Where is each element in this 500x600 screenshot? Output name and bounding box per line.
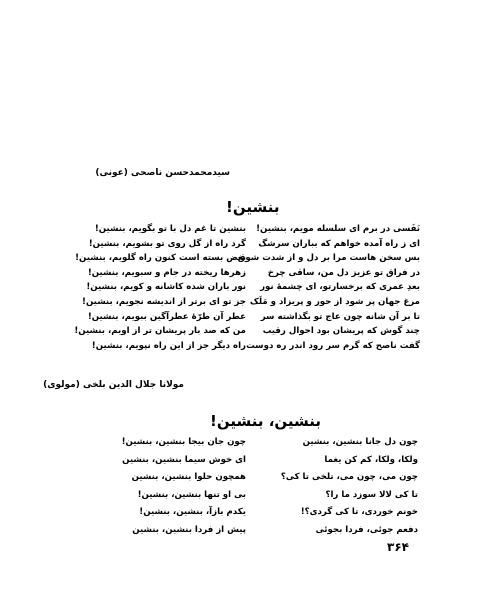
poem1-right-line: بعدِ عمری که برخسارتو، ای چشمهٔ نور: [260, 282, 420, 293]
poem1-title: بنشین!: [226, 198, 280, 216]
poem1-left-line: راه دیگر جز از این راه نپویم، بنشین!: [91, 340, 246, 351]
poem2-left-line: پیش از فردا بنشین، بنشین: [132, 524, 246, 535]
poem2-left-line: ای خوش سیما بنشین، بنشین: [122, 454, 246, 465]
poem2-right-line: تا کی لالا سوزد ما را؟: [325, 489, 418, 500]
page-number: ۳۶۴: [387, 540, 409, 554]
poem1-right-line: گفت ناصح که گرم سر رود اندر ره دوست: [246, 340, 420, 351]
poem1-left-line: جز تو ای برتر از اندیشه نجویم، بنشین!: [82, 296, 246, 307]
poem2-left-line: بی او تنها بنشین، بنشین!: [137, 489, 246, 500]
poem1-left-line: بنشین تا غم دل با تو بگویم، بنشین!: [94, 224, 246, 234]
poem1-left-column: [74, 222, 246, 353]
poem1-left-line: گرد راه از گل روی تو بشویم، بنشین!: [88, 238, 246, 249]
poem1-right-line: ای ز راه آمده خواهم که بباران سرشگ: [258, 238, 420, 249]
poem2-right-line: چون می، چون می، تلخی تا کی؟: [280, 472, 418, 482]
poem1-right-line: مرغ جهان پر شود از حور و پریزاد و مَلَک: [250, 296, 420, 307]
poem1-right-line: بس سخن هاست مرا بر دل و از شدت شوق: [237, 253, 420, 264]
poem2-title: بنشین، بنشین!: [210, 412, 322, 430]
poem1-right-line: چند گوش که پریشان بود احوال رقیب: [262, 326, 420, 337]
poem2-author: مولانا جلال الدین بلخی (مولوی): [43, 380, 184, 390]
poem2-left-line: چون جان بیجا بنشین، بنشین!: [121, 437, 246, 447]
poem1-left-line: نور باران شده کاشانه و کویم، بنشین!: [86, 282, 246, 293]
poem2-right-line: دفعم جوئی، فردا بجوئی: [315, 524, 418, 535]
poem2-left-line: همچون حلوا بنشین، بنشین: [131, 472, 246, 482]
poem1-right-line: در فراق تو عزیز دل من، ساقی چرخ: [267, 267, 420, 278]
poem2-right-column: [262, 434, 418, 539]
poem1-author: سیدمحمدحسن ناصحی (عونی): [95, 168, 230, 178]
poem1-right-line: نَفَسی در برم ای سلسله مویم، بنشین!: [256, 224, 420, 234]
poem1-right-line: تا بر آن شانه چون عاج تو بگذاشته سر: [260, 311, 420, 322]
poem2-right-line: چون دل جانا بنشین، بنشین: [302, 437, 418, 447]
poem2-right-line: ولکا، ولکا، کم کن یغما: [324, 454, 418, 465]
poem1-left-line: عطر آن طرّهٔ عطرآگین ببویم، بنشین!: [87, 311, 246, 322]
poem2-left-column: [78, 434, 246, 539]
poem1-left-line: زهرها ریخته در جام و سبویم، بنشین!: [87, 267, 246, 278]
poem1-right-column: [237, 222, 420, 353]
poem1-left-line: من که صد بار پریشان تر از اویم، بنشین!: [74, 326, 246, 337]
poem1-left-line: بغض بسته است کنون راه گلویم، بنشین!: [75, 253, 246, 264]
poem2-left-line: یکدم بازآ، بنشین، بنشین!: [139, 507, 246, 517]
poem2-right-line: خونم خوردی، تا کی گردی؟!: [300, 507, 418, 517]
